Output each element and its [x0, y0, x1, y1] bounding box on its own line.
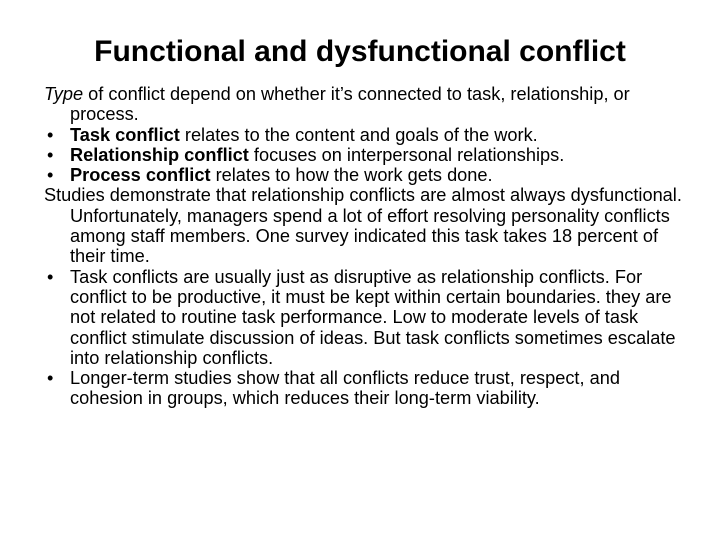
intro-paragraph	[44, 84, 694, 125]
slide-body	[44, 84, 694, 409]
bullet-finding-long-term	[44, 368, 694, 409]
bullet-icon: •	[47, 368, 54, 389]
term-relationship-conflict: Relationship conflict	[70, 144, 249, 165]
term-process-conflict: Process conflict	[70, 165, 211, 186]
bullet-icon: •	[47, 165, 54, 186]
bullet-process-conflict	[44, 165, 694, 185]
finding-text: Longer-term studies show that all conflicts reduce trust, respect, and cohesion in groups, which reduces their long-term viability.	[70, 368, 620, 409]
bullet-relationship-conflict	[44, 145, 694, 165]
finding-text: Task conflicts are usually just as disruptive as relationship conflicts. For conflict to be productive, it must be kept within certain boundaries. they are not related to routine task performance. Low to moderate levels of task conflict stimulate discussion of ideas. But task conflicts sometimes escalate into relationship conflicts.	[70, 266, 676, 368]
studies-paragraph: Studies demonstrate that relationship conflicts are almost always dysfunctional. Unfortunately, managers spend a lot of effort resolving personality conflicts among staff members. One survey indicated this task takes 18 percent of their time.	[44, 185, 682, 267]
desc-relationship-conflict: focuses on interpersonal relationships.	[248, 144, 565, 165]
term-task-conflict: Task conflict	[70, 124, 180, 145]
desc-process-conflict: relates to how the work gets done.	[210, 165, 493, 186]
bullet-icon: •	[47, 144, 54, 165]
bullet-icon: •	[47, 266, 54, 287]
intro-italic-word: Type	[44, 84, 84, 104]
bullet-icon: •	[47, 124, 54, 145]
bullet-finding-task-conflicts	[44, 267, 694, 368]
slide-title: Functional and dysfunctional conflict	[94, 35, 626, 68]
intro-text: of conflict depend on whether it’s connected to task, relationship, or process.	[70, 84, 630, 125]
bullet-task-conflict	[44, 125, 694, 145]
desc-task-conflict: relates to the content and goals of the work.	[179, 124, 538, 145]
